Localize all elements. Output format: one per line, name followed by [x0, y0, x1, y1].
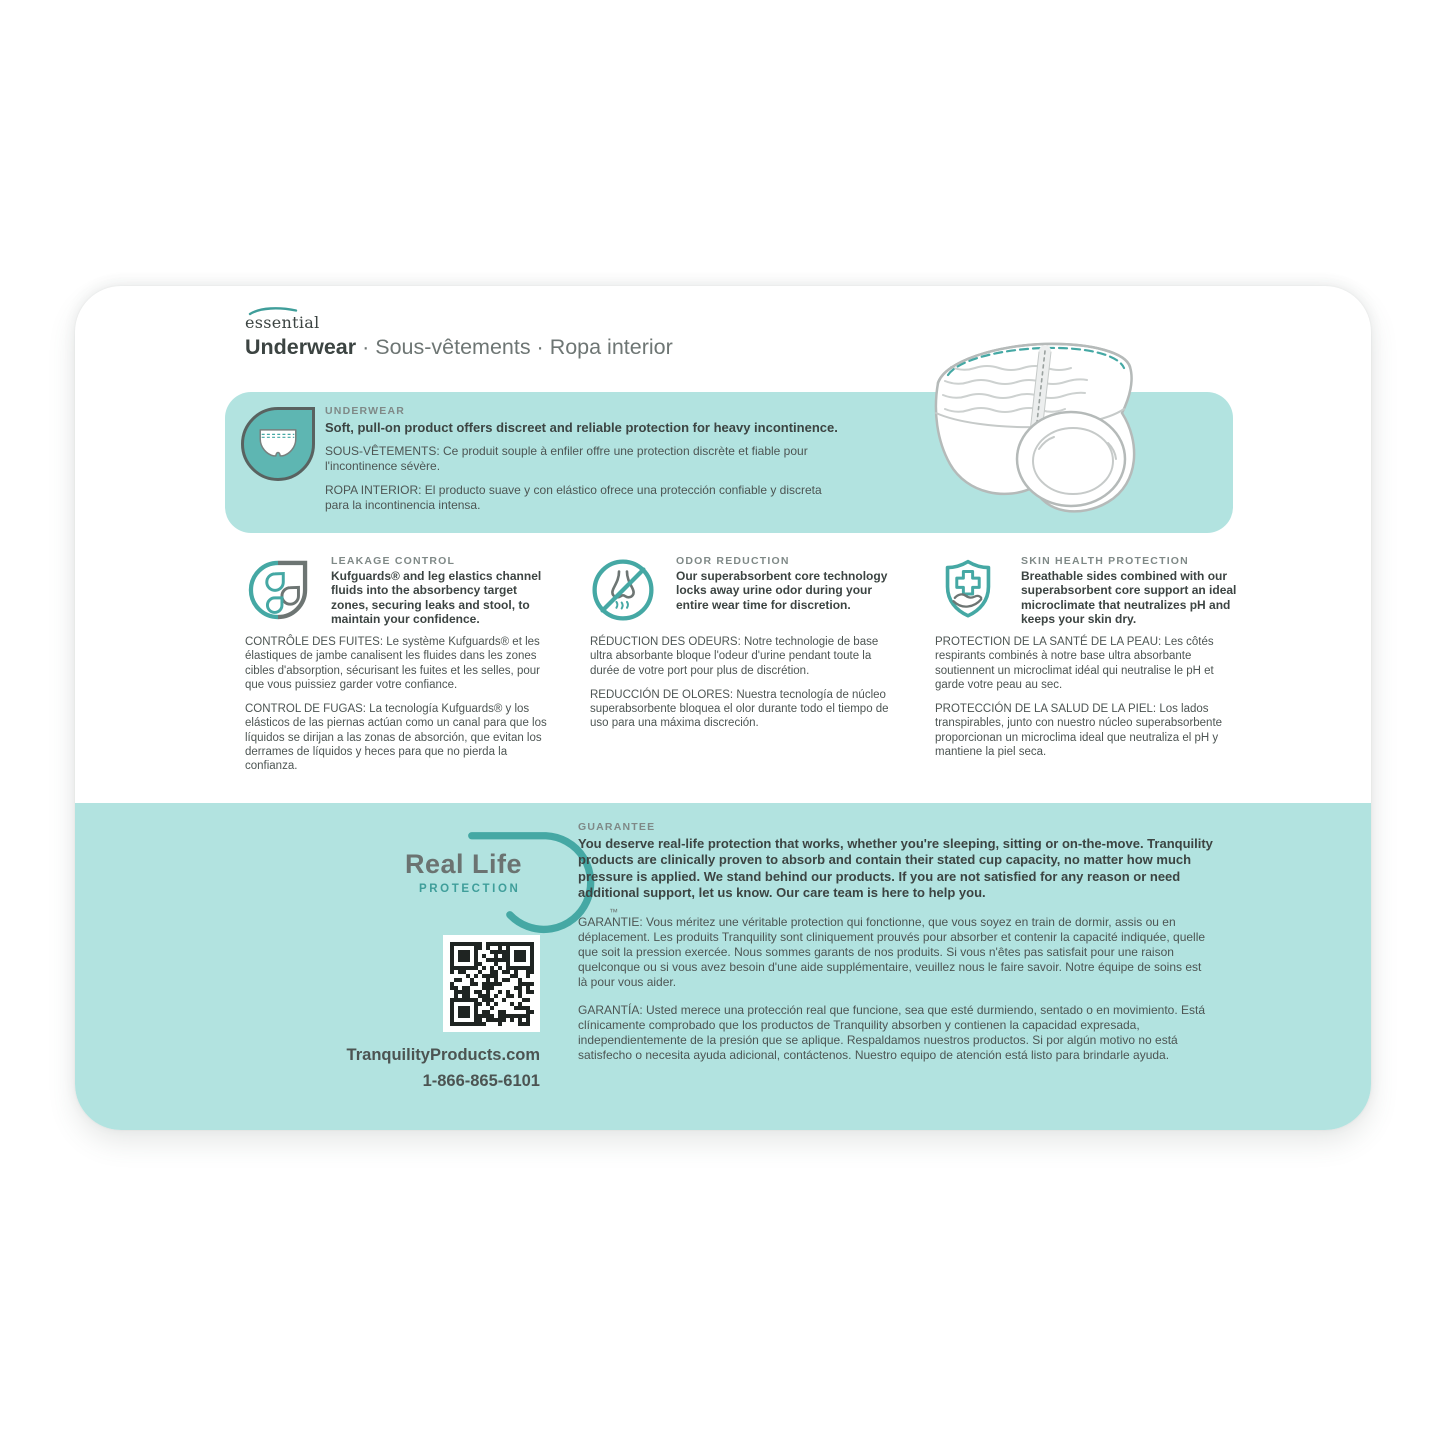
feature-text-es: REDUCCIÓN DE OLORES: Nuestra tecnología de núcleo superabsorbente bloquea el olor durante todo el tiempo de uso para una máxima discreción.: [590, 688, 889, 730]
feature-skin-health: [935, 555, 1246, 773]
product-title-translations: · Sous-vêtements · Ropa interior: [356, 335, 673, 359]
feature-text-es: PROTECCIÓN DE LA SALUD DE LA PIEL: Los lados transpirables, junto con nuestro núcleo superabsorbente proporcionan un microclima ideal que neutraliza el pH y mantiene la piel seca.: [935, 703, 1223, 758]
feature-text-en: Our superabsorbent core technology locks away urine odor during your entire wear time for discretion.: [676, 569, 888, 612]
feature-odor-reduction: [590, 555, 901, 773]
website-url: TranquilityProducts.com: [346, 1046, 540, 1064]
feature-heading: SKIN HEALTH PROTECTION: [1021, 555, 1189, 567]
feature-text-en: Breathable sides combined with our superabsorbent core support an ideal microclimate that neutralizes pH and keeps your skin dry.: [1021, 569, 1237, 627]
product-title: Underwear: [245, 335, 357, 359]
brand-product-line: essential: [245, 313, 320, 332]
intro-heading: UNDERWEAR: [325, 405, 406, 417]
feature-text-fr: RÉDUCTION DES ODEURS: Notre technologie de base ultra absorbante bloque l'odeur d'urine pendant toute la durée de votre port pour plus de discrétion.: [590, 636, 879, 677]
feature-columns: [245, 555, 1246, 773]
guarantee-text-es: GARANTÍA: Usted merece una protección real que funcione, sea que esté durmiendo, sentado o en movimiento. Está clínicamente comprobado que los productos de Tranquility absorben y contienen la capacidad expresada, independientemente de la presión que se aplique. Respaldamos nuestros productos. Si por algún motivo no está satisfecho o necesita ayuda adicional, contáctenos. Nuestro equipo de atención está listo para brindarle ayuda.: [578, 1003, 1206, 1063]
intro-text-en: Soft, pull-on product offers discreet and reliable protection for heavy incontinence.: [325, 420, 838, 435]
phone-number: 1-866-865-6101: [422, 1072, 540, 1090]
trademark-symbol: ™: [609, 907, 618, 917]
guarantee-band: [75, 803, 1371, 1130]
contact-block: [225, 1046, 540, 1091]
shield-cross-icon: [935, 557, 1001, 623]
feature-heading: LEAKAGE CONTROL: [331, 555, 456, 567]
feature-heading: ODOR REDUCTION: [676, 555, 790, 567]
droplets-icon: [245, 557, 311, 623]
underwear-badge-icon: [241, 407, 315, 481]
feature-text-en: Kufguards® and leg elastics channel fluids into the absorbency target zones, securing leaks and stool, to maintain your confidence.: [331, 569, 542, 627]
logo-text: Real Life: [405, 849, 523, 879]
package-back-panel: [75, 286, 1371, 1130]
guarantee-text-fr: GARANTIE: Vous méritez une véritable protection qui fonctionne, que vous soyez en train de dormir, assis ou en déplacement. Les produits Tranquility sont cliniquement prouvés pour absorber et contenir la capacité indiquée, quelle que soit la pression exercée. Nous sommes garants de nos produits. Si vous n'êtes pas satisfait pour une raison quelconque ou si vous avez besoin d'une aide supplémentaire, veuillez nous le faire savoir. Notre équipe de soins est là pour vous aider.: [578, 914, 1206, 989]
guarantee-heading: GUARANTEE: [578, 821, 656, 833]
feature-head: [935, 555, 1246, 631]
qr-pattern: [450, 942, 534, 1026]
guarantee-text-en: You deserve real-life protection that works, whether you're sleeping, sitting or on-the-move. Tranquility products are clinically proven to absorb and contain their stated cup capacity, no matter how much pressure is applied. We stand behind our products. If you are not satisfied for any reason or need additional support, let us know. Our care team is here to help you.: [578, 836, 1213, 901]
qr-code: [443, 935, 540, 1032]
no-odor-icon: [590, 557, 656, 623]
brand-header: [245, 306, 673, 360]
feature-head: [245, 555, 556, 631]
logo-subtext: PROTECTION: [419, 883, 521, 895]
feature-text-es: CONTROL DE FUGAS: La tecnología Kufguards® y los elásticos de las piernas actúan como un canal para que los líquidos se dirijan a las zonas de absorción, que evitan los derrames de líquidos y heces para que no pierda la confianza.: [245, 703, 547, 772]
underwear-illustration: [893, 331, 1193, 531]
intro-text-es: ROPA INTERIOR: El producto suave y con elástico ofrece una protección confiable y discreta para la incontinencia intensa.: [325, 483, 822, 512]
intro-text-fr: SOUS-VÊTEMENTS: Ce produit souple à enfiler offre une protection discrète et fiable pour l'incontinence sévère.: [325, 444, 808, 473]
feature-text-fr: PROTECTION DE LA SANTÉ DE LA PEAU: Les côtés respirants combinés à notre base ultra absorbante soutiennent un microclimat idéal qui neutralise le pH et garde votre peau au sec.: [935, 636, 1214, 691]
product-title-line: [245, 335, 673, 360]
feature-leakage-control: [245, 555, 556, 773]
feature-text-fr: CONTRÔLE DES FUITES: Le système Kufguards® et les élastiques de jambe canalisent les fluides dans les zones cibles d'absorption, sécurisant les fuites et les selles, pour que vous puissiez garder votre confiance.: [245, 636, 540, 691]
feature-head: [590, 555, 901, 631]
guarantee-block: [578, 821, 1213, 1063]
